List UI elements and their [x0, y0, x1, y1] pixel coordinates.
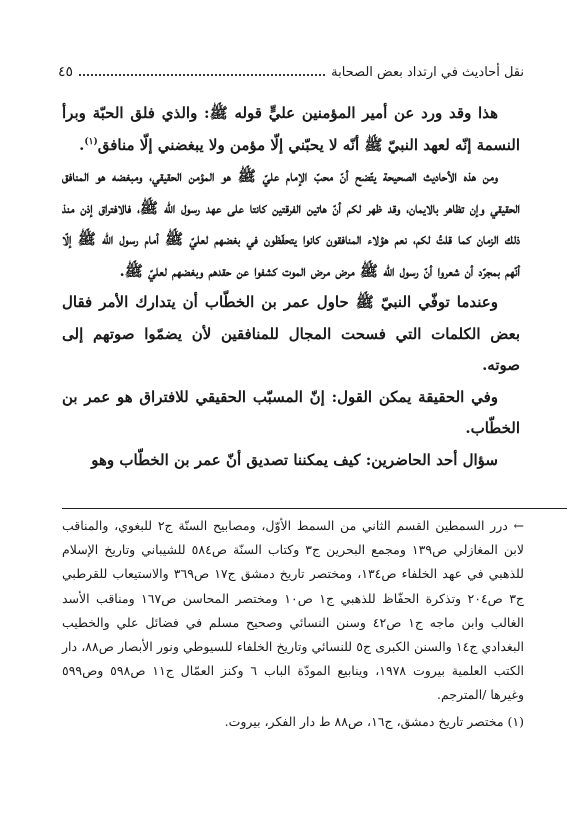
main-text — [62, 98, 520, 476]
header-title: نقل أحاديث في ارتداد بعض الصحابة — [331, 65, 524, 80]
footnote-separator — [62, 508, 567, 509]
footnotes — [62, 514, 524, 734]
paragraph-explanation: ومن هذه الأحاديث الصحيحة يتّضح أنّ محبّ الإمام عليّ ﷺ هو المؤمن الحقيقي، ومبغضه هو المنافق الحقيقي وإن تظاهر بالايمان، وقد ظهر لكم أنّ هاتين الفرقتين كانتا على عهد رسول الله ﷺ، فالافتراق إذن منذ ذلك الزمان كما قلتُ لكم، نعم هؤلاء المنافقون كانوا يتحفّظون في بغضهم لعليّ ﷺ أمام رسول الله ﷺ إلّا أنّهم بمجرّد أن شعروا أنّ رسول الله ﷺ مرض مرض الموت كشفوا عن حقدهم وبغضهم لعليّ ﷺ. — [62, 167, 520, 280]
footnote-continuation: ← درر السمطين القسم الثاني من السمط الأوّل، ومصابيح السنّة ج٢ للبغوي، والمناقب لابن المغازلي ص١٣٩ ومجمع البحرين ج٣ وكتاب السنّة ص٥٨٤ للشيباني وتاريخ الإسلام للذهبي في عهد الخلفاء ص١٣٤، ومختصر تاريخ دمشق ج١٧ ص٣٦٩ والاستيعاب للقرطبي ج٣ ص٢٠٤ وتذكرة الحفّاظ للذهبي ج١ ص١٠ ومختصر المحاسن ص١٦٧ ومناقب الأسد الغالب وابن ماجه ج١ ص٤٢ وسنن النسائي وصحيح مسلم في فضائل علي والخطيب البغدادي ج١٤ والسنن الكبرى ج٥ للنسائي وتاريخ الخلفاء للسيوطي ونور الأبصار ص٨٨، دار الكتب العلمية بيروت ١٩٧٨، وينابيع المودّة الباب ٦ وكنز العمّال ج١١ ص٥٩٨ وص٥٩٩ وغيرها /المترجم. — [62, 518, 525, 703]
footnote-marker: (١) — [84, 136, 98, 147]
page-number: ٤٥ — [58, 64, 74, 80]
footnote-1: (١) مختصر تاريخ دمشق، ج١٦، ص٨٨ ط دار الفكر، بيروت. — [224, 713, 524, 729]
paragraph-conclusion: وفي الحقيقة يمكن القول: إنّ المسبّب الحقيقي للافتراق هو عمر بن الخطّاب. — [62, 387, 520, 437]
paragraph-umar: وعندما توفّي النبيّ ﷺ حاول عمر بن الخطّاب أن يتدارك الأمر فقال بعض الكلمات التي فسحت المجال للمنافقين لأن يضمّوا صوتهم إلى صوته. — [62, 293, 520, 374]
paragraph-question: سؤال أحد الحاضرين: كيف يمكننا تصديق أنّ عمر بن الخطّاب وهو — [91, 450, 498, 469]
paragraph-hadith: هذا وقد ورد عن أمير المؤمنين عليٍّ قوله ﷺ: والذي فلق الحبّة وبرأ النسمة إنّه لعهد النبيّ ﷺ أنّه لا يحبّني إلّا مؤمن ولا يبغضني إلّا منافق$^{(١)}$. — [62, 104, 520, 154]
header-dot-leader — [79, 74, 325, 76]
running-header — [58, 64, 524, 80]
